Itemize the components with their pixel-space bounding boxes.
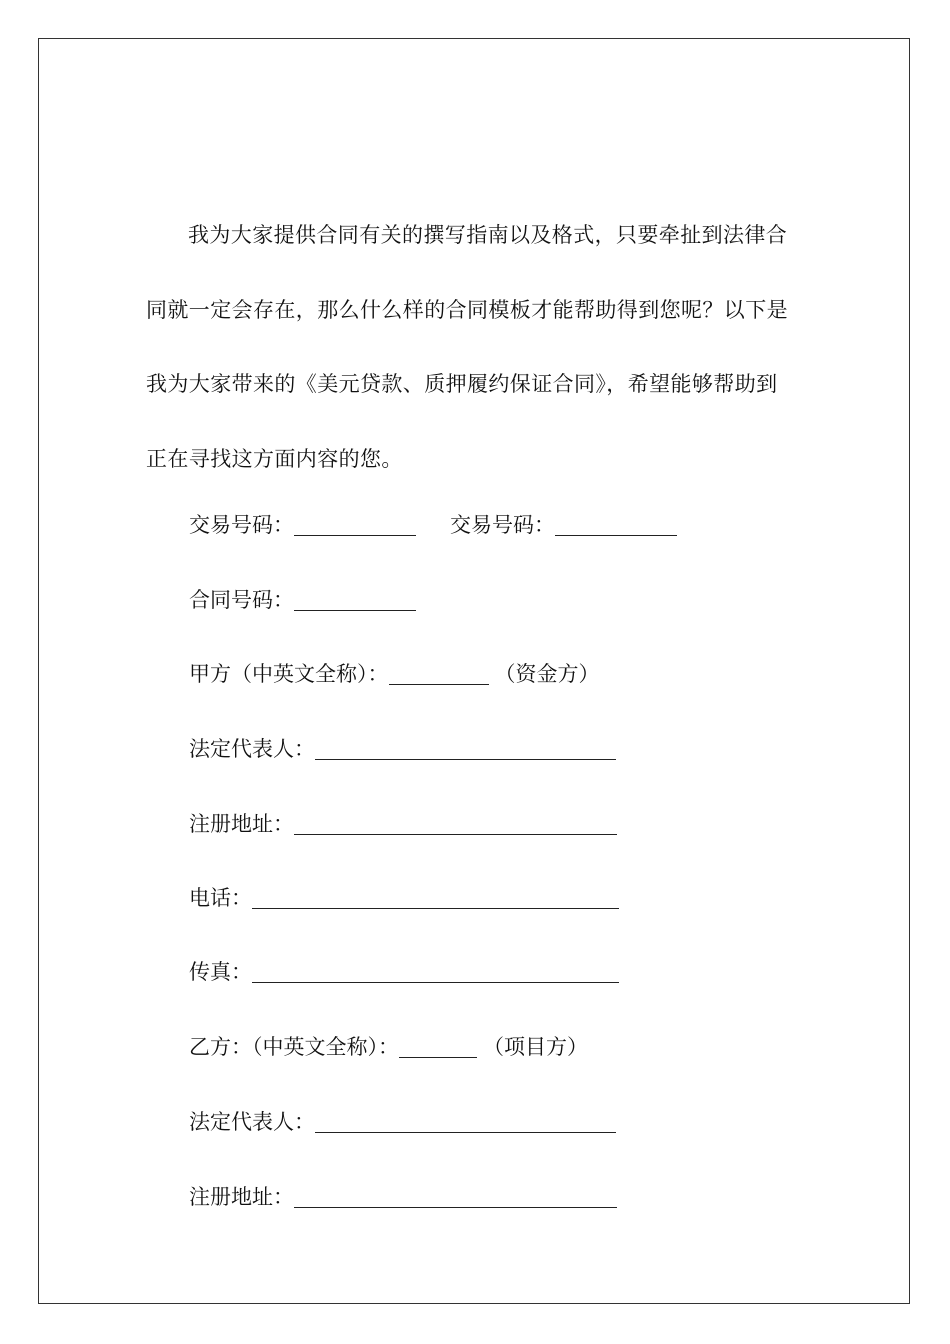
party-a-fax-blank[interactable] <box>252 960 619 983</box>
party-b-representative-label: 法定代表人： <box>189 1110 315 1134</box>
contract-number-label: 合同号码： <box>189 588 294 612</box>
trade-number-blank[interactable] <box>294 513 416 536</box>
intro-paragraph: 我为大家提供合同有关的撰写指南以及格式，只要牵扯到法律合同就一定会存在，那么什么样的合同模板才能帮助得到您呢？以下是我为大家带来的《美元贷款、质押履约保证合同》，希望能够帮助到正在寻找这方面内容的您。 <box>146 223 788 471</box>
party-b-address-label: 注册地址： <box>189 1185 294 1209</box>
party-b-address-row <box>189 1182 617 1212</box>
party-b-row <box>189 1032 588 1062</box>
party-a-row <box>189 659 600 689</box>
party-b-label: 乙方：（中英文全称）： <box>189 1035 399 1059</box>
trade-number-label-2: 交易号码： <box>450 513 555 537</box>
contract-number-row <box>189 585 416 615</box>
party-b-address-blank[interactable] <box>294 1185 617 1208</box>
party-b-blank[interactable] <box>399 1035 477 1058</box>
party-a-representative-blank[interactable] <box>315 737 616 760</box>
party-b-role: （项目方） <box>483 1035 588 1059</box>
party-a-phone-label: 电话： <box>189 886 252 910</box>
party-a-fax-label: 传真： <box>189 960 252 984</box>
party-a-address-label: 注册地址： <box>189 812 294 836</box>
party-a-phone-blank[interactable] <box>252 886 619 909</box>
party-a-representative-row <box>189 734 616 764</box>
trade-number-label: 交易号码： <box>189 513 294 537</box>
party-a-blank[interactable] <box>389 662 489 685</box>
party-a-address-row <box>189 809 617 839</box>
party-a-address-blank[interactable] <box>294 812 617 835</box>
trade-number-row <box>189 510 677 540</box>
trade-number-blank-2[interactable] <box>555 513 677 536</box>
contract-number-blank[interactable] <box>294 588 416 611</box>
party-b-representative-blank[interactable] <box>315 1110 616 1133</box>
party-a-phone-row <box>189 883 619 913</box>
party-a-representative-label: 法定代表人： <box>189 737 315 761</box>
party-b-representative-row <box>189 1107 616 1137</box>
party-a-role: （资金方） <box>494 662 600 686</box>
party-a-label: 甲方（中英文全称）： <box>189 662 389 686</box>
party-a-fax-row <box>189 957 619 987</box>
